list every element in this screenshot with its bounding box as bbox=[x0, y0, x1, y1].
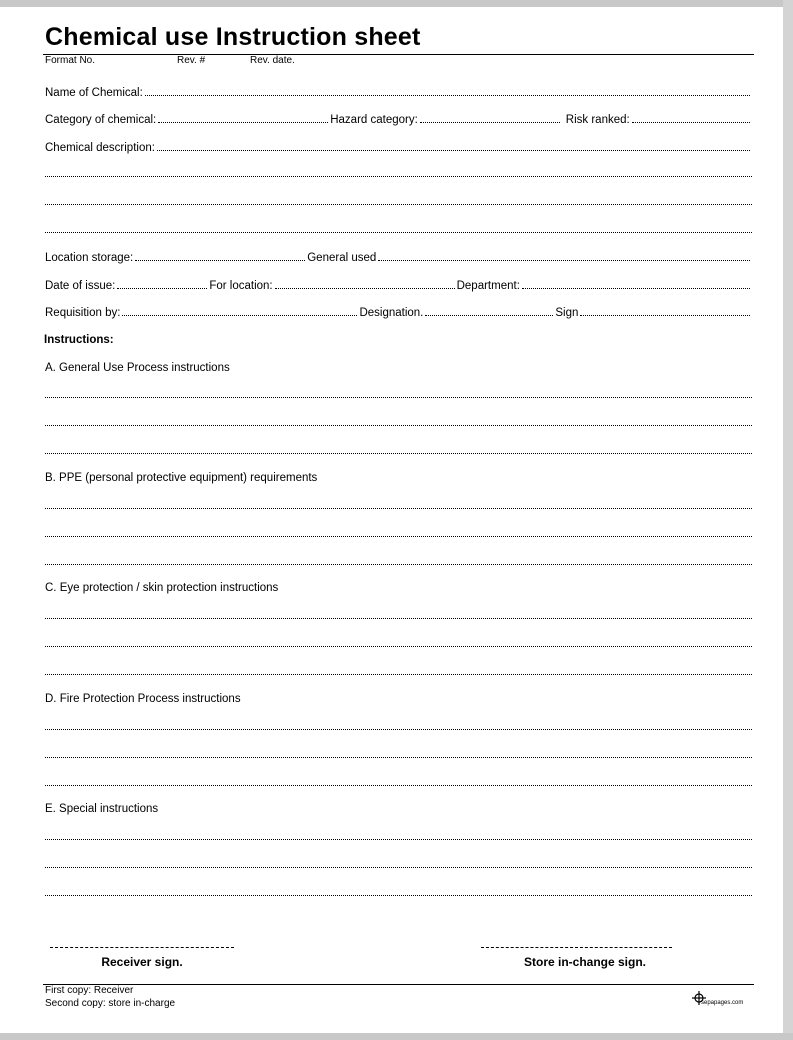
description-row bbox=[45, 141, 752, 154]
for-location-field[interactable] bbox=[275, 279, 455, 289]
window-bottom-border bbox=[0, 1033, 793, 1040]
risk-field[interactable] bbox=[632, 113, 750, 123]
section-c-label: C. Eye protection / skin protection instructions bbox=[45, 582, 279, 594]
designation-label: Designation. bbox=[359, 307, 424, 319]
section-c-line[interactable] bbox=[45, 646, 752, 647]
location-storage-label: Location storage: bbox=[45, 252, 134, 264]
for-location-label: For location: bbox=[209, 280, 273, 292]
section-c-line[interactable] bbox=[45, 618, 752, 619]
section-d-line[interactable] bbox=[45, 729, 752, 730]
section-a-line[interactable] bbox=[45, 397, 752, 398]
location-storage-field[interactable] bbox=[135, 251, 305, 261]
document-title: Chemical use Instruction sheet bbox=[45, 23, 421, 51]
section-e-line[interactable] bbox=[45, 867, 752, 868]
requisition-row bbox=[45, 306, 752, 319]
requisition-by-label: Requisition by: bbox=[45, 307, 121, 319]
section-a-label: A. General Use Process instructions bbox=[45, 362, 230, 374]
section-d-label: D. Fire Protection Process instructions bbox=[45, 693, 241, 705]
receiver-sign-label: Receiver sign. bbox=[101, 955, 183, 969]
section-e-label: E. Special instructions bbox=[45, 803, 159, 815]
instructions-heading: Instructions: bbox=[44, 334, 114, 346]
issue-row bbox=[45, 279, 752, 292]
category-label: Category of chemical: bbox=[45, 114, 157, 126]
description-label: Chemical description: bbox=[45, 142, 155, 154]
window-right-border bbox=[783, 0, 793, 1040]
section-d-line[interactable] bbox=[45, 757, 752, 758]
store-signature-line[interactable] bbox=[481, 947, 672, 948]
document-page bbox=[0, 7, 783, 1033]
store-sign-label: Store in-change sign. bbox=[523, 955, 646, 969]
receiver-signature-line[interactable] bbox=[50, 947, 234, 948]
name-of-chemical-field[interactable] bbox=[145, 86, 750, 96]
section-b-label: B. PPE (personal protective equipment) requirements bbox=[45, 472, 318, 484]
description-line[interactable] bbox=[45, 176, 752, 177]
format-no-label: Format No. bbox=[45, 55, 96, 66]
category-field[interactable] bbox=[158, 113, 328, 123]
description-field[interactable] bbox=[157, 141, 750, 151]
section-c-line[interactable] bbox=[45, 674, 752, 675]
sign-field[interactable] bbox=[580, 306, 750, 316]
date-of-issue-field[interactable] bbox=[117, 279, 207, 289]
department-label: Department: bbox=[456, 280, 520, 292]
second-copy-note: Second copy: store in-charge bbox=[45, 998, 176, 1009]
hazard-field[interactable] bbox=[420, 113, 560, 123]
section-e-line[interactable] bbox=[45, 895, 752, 896]
location-row bbox=[45, 251, 752, 264]
footer-rule bbox=[43, 984, 754, 985]
risk-label: Risk ranked: bbox=[565, 114, 630, 126]
title-rule bbox=[43, 54, 754, 55]
description-line[interactable] bbox=[45, 232, 752, 233]
rev-date-label: Rev. date. bbox=[250, 55, 295, 66]
first-copy-note: First copy: Receiver bbox=[45, 985, 134, 996]
category-row bbox=[45, 113, 752, 126]
requisition-by-field[interactable] bbox=[122, 306, 357, 316]
description-line[interactable] bbox=[45, 204, 752, 205]
section-b-line[interactable] bbox=[45, 564, 752, 565]
department-field[interactable] bbox=[522, 279, 750, 289]
hazard-label: Hazard category: bbox=[330, 114, 418, 126]
window-top-border bbox=[0, 0, 793, 7]
sign-label: Sign bbox=[555, 307, 579, 319]
designation-field[interactable] bbox=[425, 306, 553, 316]
date-of-issue-label: Date of issue: bbox=[45, 280, 116, 292]
section-b-line[interactable] bbox=[45, 508, 752, 509]
rev-label: Rev. # bbox=[177, 55, 206, 66]
section-d-line[interactable] bbox=[45, 785, 752, 786]
section-e-line[interactable] bbox=[45, 839, 752, 840]
name-of-chemical-label: Name of Chemical: bbox=[45, 87, 143, 99]
general-used-field[interactable] bbox=[378, 251, 750, 261]
general-used-label: General used bbox=[307, 252, 377, 264]
logo-text: sepapages.com bbox=[701, 1000, 744, 1006]
section-a-line[interactable] bbox=[45, 453, 752, 454]
name-of-chemical-row bbox=[45, 86, 752, 99]
section-a-line[interactable] bbox=[45, 425, 752, 426]
section-b-line[interactable] bbox=[45, 536, 752, 537]
